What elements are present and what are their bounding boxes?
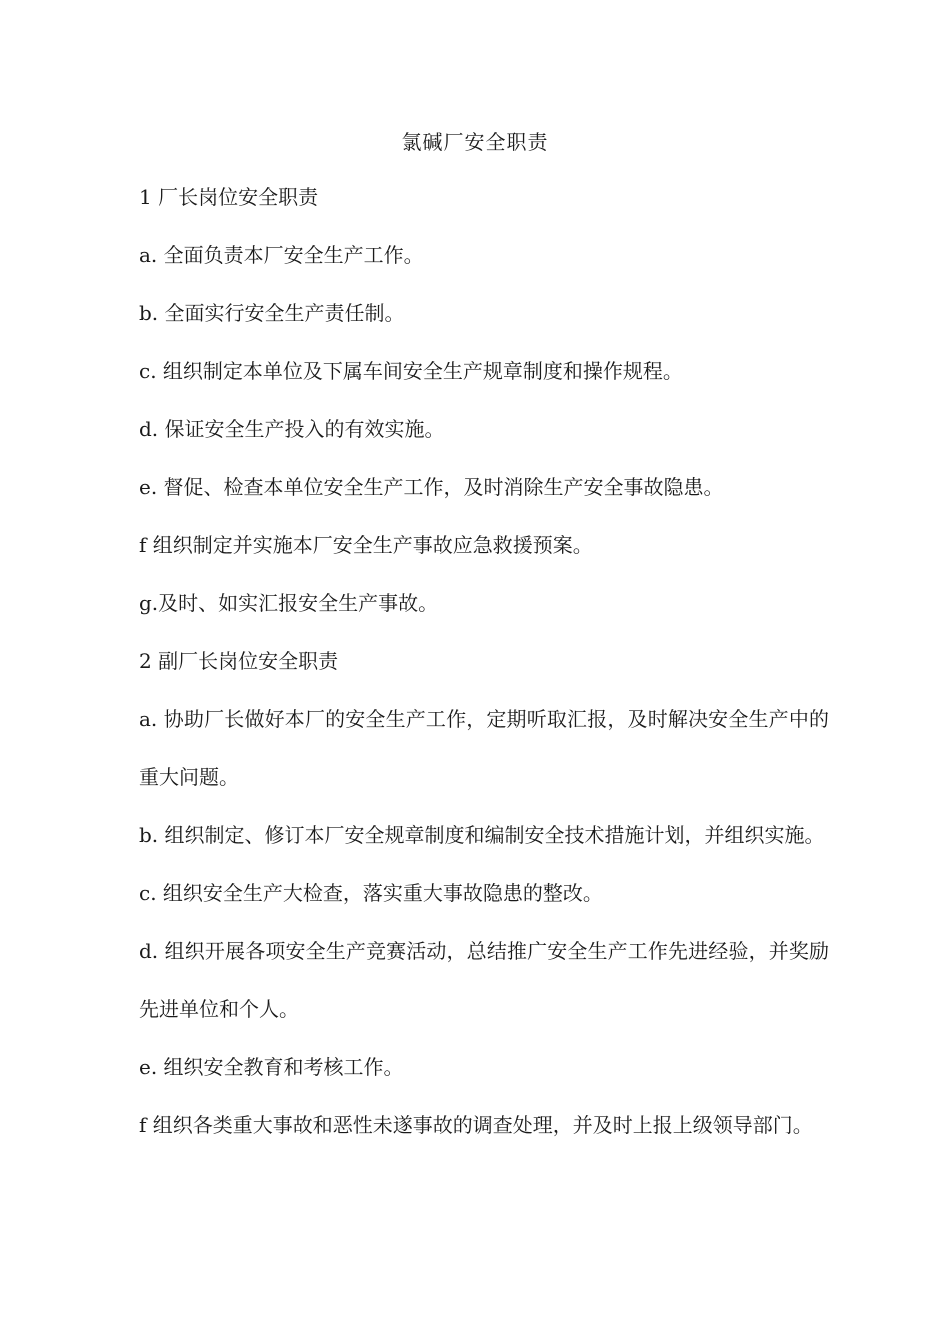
list-item: g.及时、如实汇报安全生产事故。 — [139, 591, 439, 615]
list-item: e. 组织安全教育和考核工作。 — [139, 1055, 404, 1079]
list-item: b. 全面实行安全生产责任制。 — [139, 301, 405, 325]
list-item: a. 协助厂长做好本厂的安全生产工作，定期听取汇报，及时解决安全生产中的重大问题。 — [139, 707, 829, 789]
list-item: a. 全面负责本厂安全生产工作。 — [139, 243, 424, 267]
list-item: d. 保证安全生产投入的有效实施。 — [139, 417, 445, 441]
section-heading: 2 副厂长岗位安全职责 — [139, 649, 339, 673]
list-item: f 组织制定并实施本厂安全生产事故应急救援预案。 — [139, 533, 593, 557]
document-title: 氯碱厂安全职责 — [401, 130, 549, 154]
list-item: e. 督促、检查本单位安全生产工作，及时消除生产安全事故隐患。 — [139, 475, 724, 499]
section-heading: 1 厂长岗位安全职责 — [139, 185, 319, 209]
document-body — [139, 183, 829, 1169]
list-item: d. 组织开展各项安全生产竞赛活动，总结推广安全生产工作先进经验，并奖励先进单位和个人。 — [139, 939, 829, 1021]
list-item: c. 组织安全生产大检查，落实重大事故隐患的整改。 — [139, 881, 603, 905]
list-item: f 组织各类重大事故和恶性未遂事故的调查处理，并及时上报上级领导部门。 — [139, 1113, 813, 1137]
list-item: c. 组织制定本单位及下属车间安全生产规章制度和操作规程。 — [139, 359, 683, 383]
list-item: b. 组织制定、修订本厂安全规章制度和编制安全技术措施计划，并组织实施。 — [139, 823, 825, 847]
